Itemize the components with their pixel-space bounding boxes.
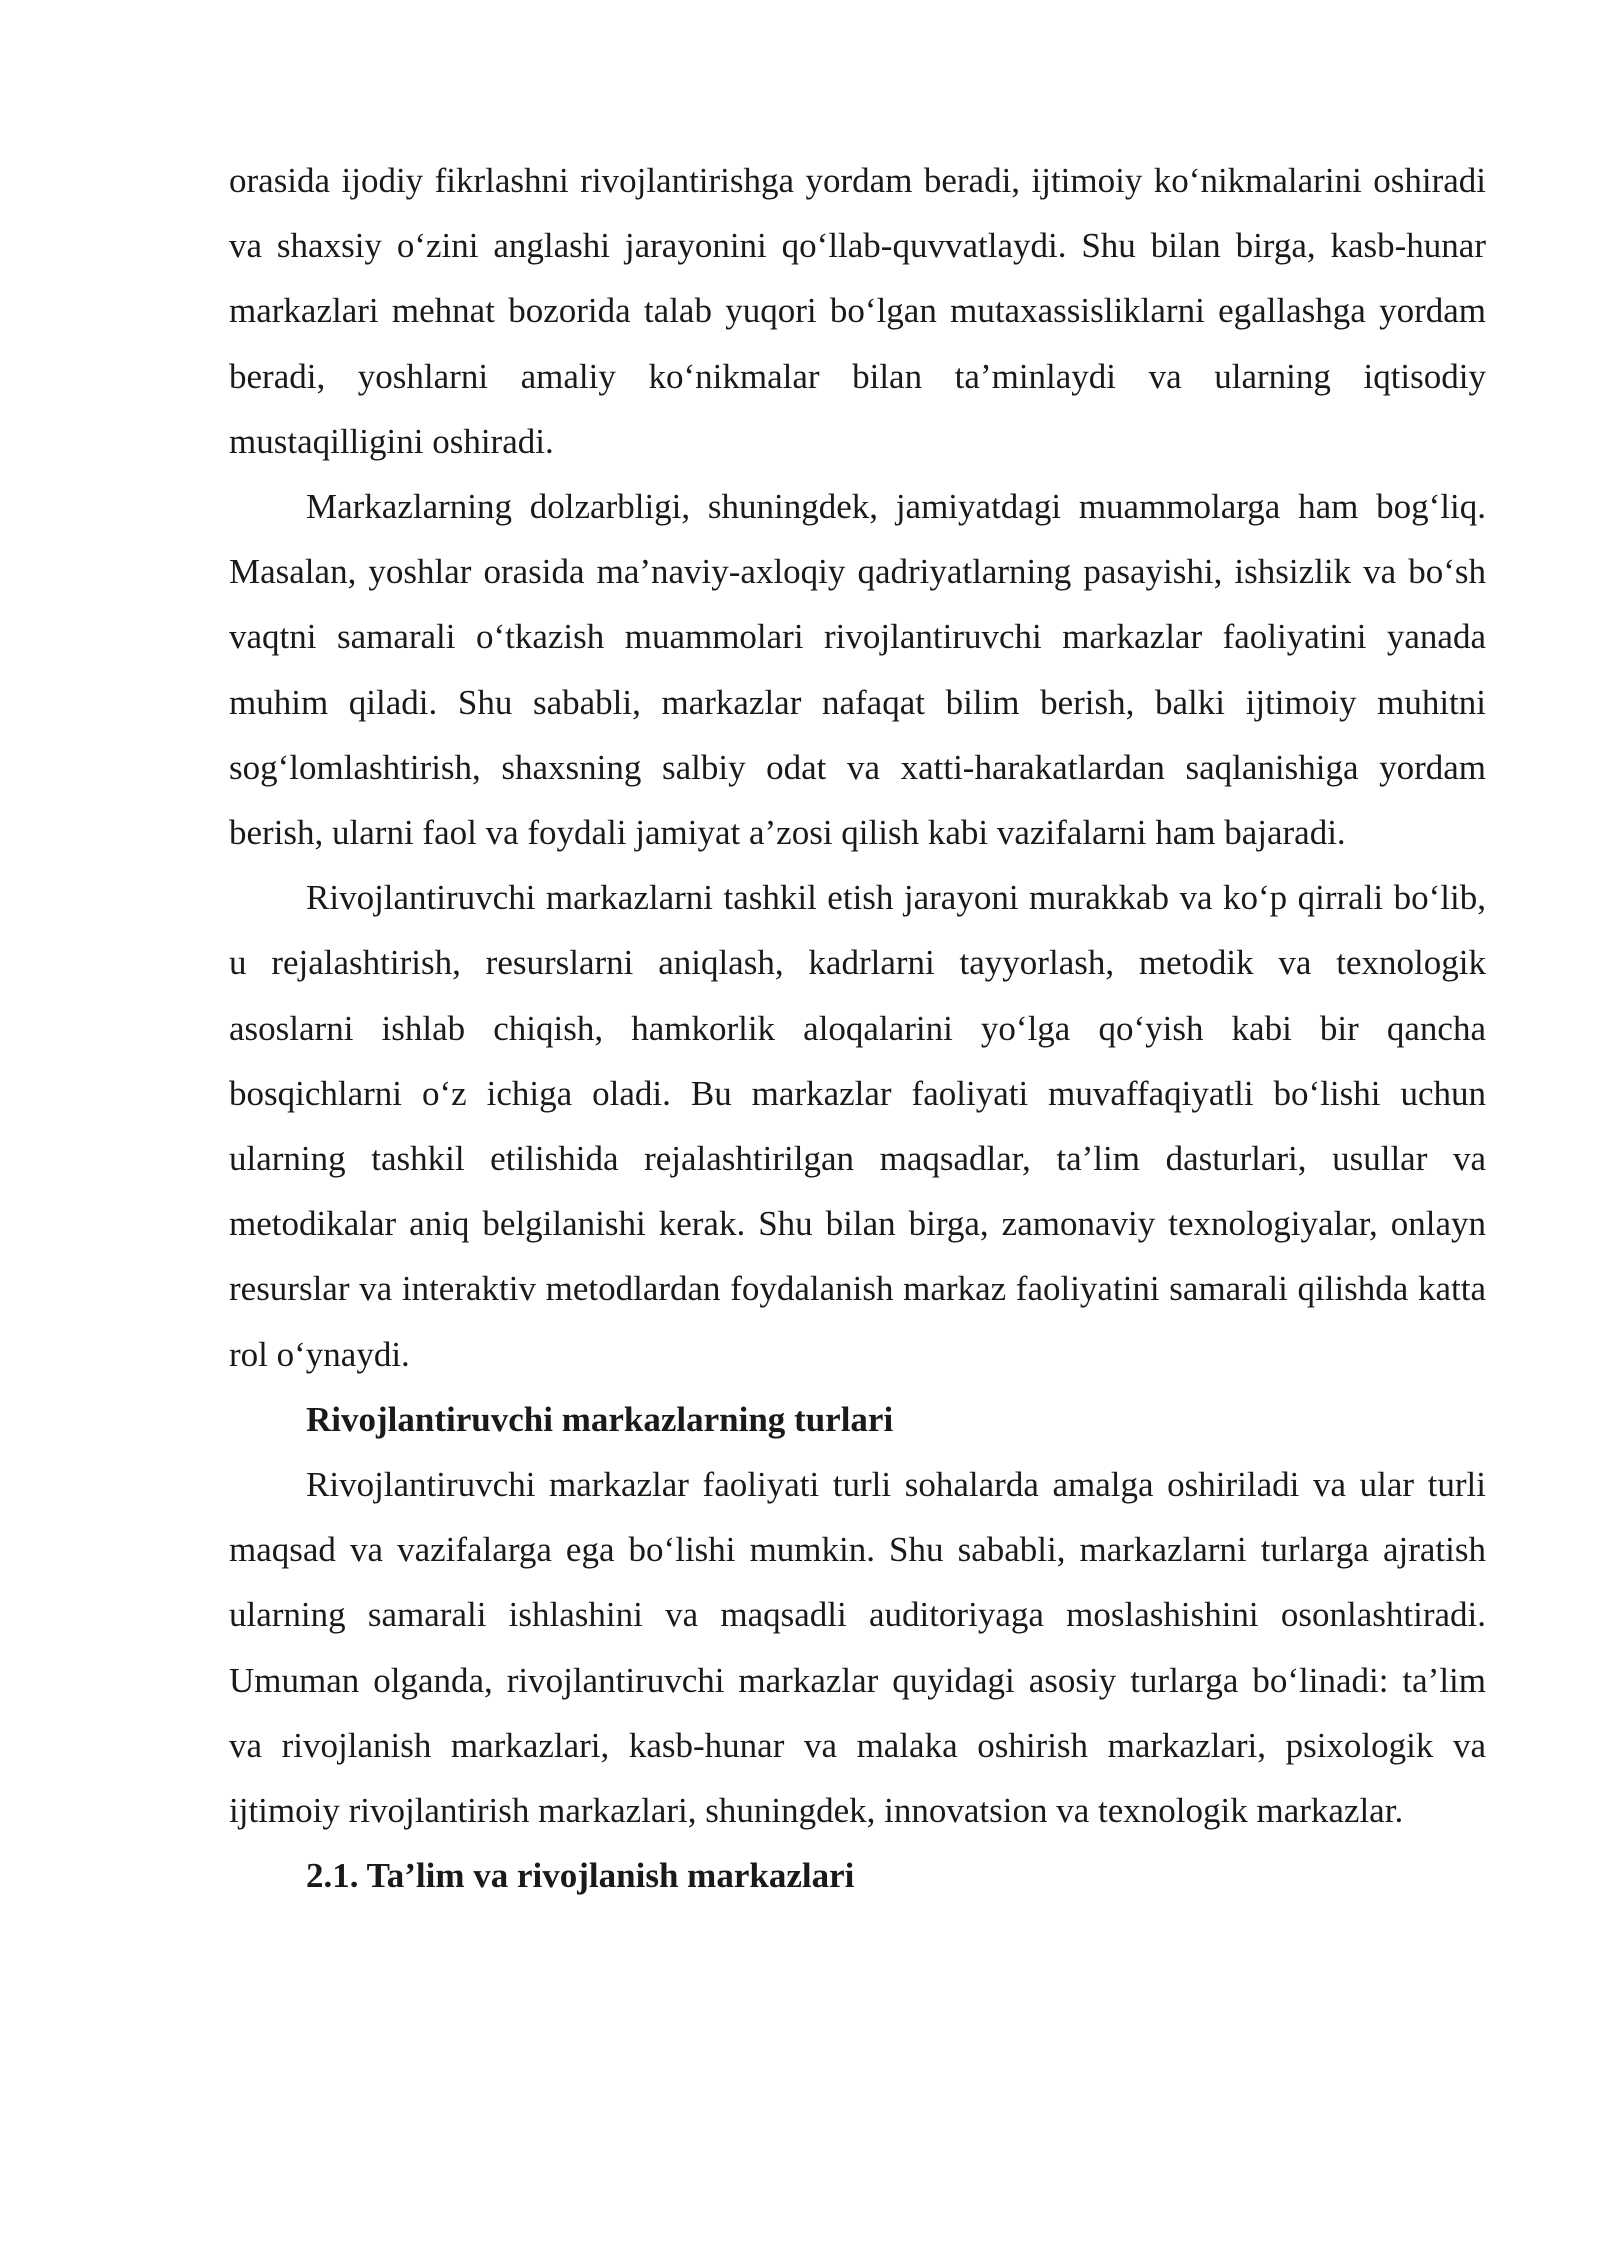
paragraph-continuation: orasida ijodiy fikrlashni rivojlantirishga yordam beradi, ijtimoiy ko‘nikmalarini oshiradi va shaxsiy o‘zini anglashi jarayonini qo‘llab-quvvatlaydi. Shu bilan birga, kasb-hunar markazlari mehnat bozorida talab yuqori bo‘lgan mutaxassisliklarni egallashga yordam beradi, yoshlarni amaliy ko‘nikmalar bilan ta’minlaydi va ularning iqtisodiy mustaqilligini oshiradi. xyxy=(229,161,1486,461)
paragraph-types: Rivojlantiruvchi markazlar faoliyati turli sohalarda amalga oshiriladi va ular turli maqsad va vazifalarga ega bo‘lishi mumkin. Shu sababli, markazlarni turlarga ajratish ularning samarali ishlashini va maqsadli auditoriyaga moslashishini osonlashtiradi. Umuman olganda, rivojlantiruvchi markazlar quyidagi asosiy turlarga bo‘linadi: ta’lim va rivojlanish markazlari, kasb-hunar va malaka oshirish markazlari, psixologik va ijtimoiy rivojlantirish markazlari, shuningdek, innovatsion va texnologik markazlar. xyxy=(229,1465,1486,1831)
section-heading-types: Rivojlantiruvchi markazlarning turlari xyxy=(306,1399,894,1439)
paragraph-organization: Rivojlantiruvchi markazlarni tashkil etish jarayoni murakkab va ko‘p qirrali bo‘lib, u rejalashtirish, resurslarni aniqlash, kadrlarni tayyorlash, metodik va texnologik asoslarni ishlab chiqish, hamkorlik aloqalarini yo‘lga qo‘yish kabi bir qancha bosqichlarni o‘z ichiga oladi. Bu markazlar faoliyati muvaffaqiyatli bo‘lishi uchun ularning tashkil etilishida rejalashtirilgan maqsadlar, ta’lim dasturlari, usullar va metodikalar aniq belgilanishi kerak. Shu bilan birga, zamonaviy texnologiyalar, onlayn resurslar va interaktiv metodlardan foydalanish markaz faoliyatini samarali qilishda katta rol o‘ynaydi. xyxy=(229,878,1486,1374)
paragraph-relevance: Markazlarning dolzarbligi, shuningdek, jamiyatdagi muammolarga ham bog‘liq. Masalan, yoshlar orasida ma’naviy-axloqiy qadriyatlarning pasayishi, ishsizlik va bo‘sh vaqtni samarali o‘tkazish muammolari rivojlantiruvchi markazlar faoliyatini yanada muhim qiladi. Shu sababli, markazlar nafaqat bilim berish, balki ijtimoiy muhitni sog‘lomlashtirish, shaxsning salbiy odat va xatti-harakatlardan saqlanishiga yordam berish, ularni faol va foydali jamiyat a’zosi qilish kabi vazifalarni ham bajaradi. xyxy=(229,487,1486,853)
subsection-heading-2-1: 2.1. Ta’lim va rivojlanish markazlari xyxy=(306,1856,855,1896)
document-body xyxy=(229,148,1486,1908)
